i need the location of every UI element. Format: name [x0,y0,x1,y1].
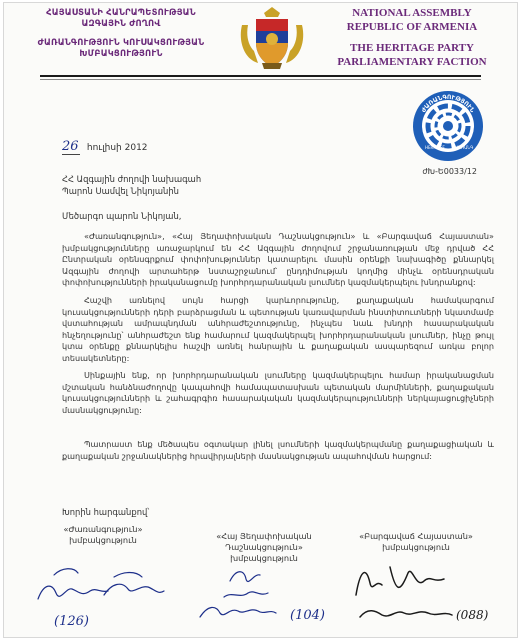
paragraph-3: Սինքային ենք, որ խորհրդարանական լսումները կազմակերպելու համար իրականացման մշտական հանձնաժողովը կապահովի համապատասխան պետական մարմինների, քաղաքական կուսակցությունների և շահագրգիռ հասարակական կազմակերպությունների ներկայացուցիչների մասնակցությունը: [62,370,494,415]
faction-arf-line-1: «Հայ Յեղափոխական [216,531,312,541]
signature-arf [200,572,276,617]
addressee-line-2: Պարոն Սամվել Նիկոյանին [62,185,179,196]
salutation: Մեծարգո պարոն Նիկոյան, [62,211,182,221]
letterhead-en-line-3: THE HERITAGE PARTY [350,42,474,54]
logo-top-text: ԺԱՌԱՆԳՈՒԹՅՈՒՆ [420,93,476,114]
letterhead-en-line-4: PARLIAMENTARY FACTION [337,56,487,68]
faction-prosperous-armenia [356,531,476,553]
addressee-line-1: ՀՀ Ազգային ժողովի նախագահ [62,174,202,184]
signature-pa-note: (088) [456,608,489,622]
faction-arf-line-3: խմբակցություն [230,553,298,563]
letterhead-line-4: ԽՄԲԱԿՑՈՒԹՅՈՒՆ [79,48,163,58]
coat-of-arms-icon [236,3,308,73]
letter-date [62,139,148,155]
paragraph-2: Հաշվի առնելով սույն հարցի կարևորությունը, քաղաքական համակարգում կուսակցությունների դերի բարձրացման և պետության կառավարման ինստիտուտների նկատմամբ վստահության ամրապնդման անհրաժեշտությունը, ինչպես նաև խնդրի հասարակական հնչեղությունը՝ անհրաժեշտ ենք համարում կազմակերպել խորհրդարանական լսումներ, ինչը թույլ կտա օրենքը քննարկելիս հաշվի առնել հանրային և քաղաքական ասպարեզում առկա բոլոր տեսակետները: [62,295,494,363]
signature-arf-note: (104) [290,608,325,623]
letterhead-armenian [26,7,216,59]
faction-pa-line-2: խմբակցություն [382,542,450,552]
letterhead-line-3: ԺԱՌԱՆԳՈՒԹՅՈՒՆ ԿՈՒՍԱԿՑՈՒԹՅԱՆ [37,37,205,47]
faction-heritage-line-1: «Ժառանգություն» [63,524,143,534]
logo-left-text: HERITAGE [425,145,445,150]
letterhead-english [327,6,497,69]
signature-prosperous-armenia [356,567,452,617]
handwritten-signatures [4,553,518,638]
letterhead-rule [40,75,481,77]
letterhead-en-line-1: NATIONAL ASSEMBLY [352,7,472,19]
logo-right-text: ԺԱՌԱՆԳ [455,145,474,150]
closing-line: Խորին հարգանքով՝ [62,507,150,517]
signature-heritage-note: (126) [54,614,89,629]
letter-page [3,2,518,638]
letterhead-en-line-2: REPUBLIC OF ARMENIA [346,21,478,33]
letterhead-rule-thin [40,79,481,80]
letterhead-line-2: ԱԶԳԱՅԻՆ ԺՈՂՈՎ [81,18,161,28]
date-month-year: հուլիսի 2012 [86,143,148,153]
faction-pa-line-1: «Բարգավաճ Հայաստան» [359,531,473,541]
faction-heritage-line-2: խմբակցություն [69,535,137,545]
faction-heritage [48,524,158,546]
letterhead-line-1: ՀԱՅԱՍՏԱՆԻ ՀԱՆՐԱՊԵՏՈՒԹՅԱՆ [46,7,196,17]
heritage-party-logo-icon [411,89,485,163]
date-day-handwritten: 26 [62,139,79,154]
faction-arf-line-2: Դաշնակցություն» [225,542,303,552]
paragraph-4: Պատրաստ ենք մեծապես օգտակար լինել լսումների կազմակերպմանը քաղաքացիական և քաղաքական շրջանակներից հրավիրյալների մասնակցության ապահովման հարցում: [62,439,494,461]
reference-number: ժԽ-Ե0033/12 [422,167,477,176]
signature-heritage [38,569,164,599]
addressee-block [62,174,201,197]
paragraph-1: «Ժառանգություն», «Հայ Յեղափոխական Դաշնակցություն» և «Բարգավաճ Հայաստան» խմբակցությունները առաջարկում են ՀՀ Ազգային ժողովում շրջանառության մեջ դրված ՀՀ Ընտրական օրենսգրքում փոփոխություններ կատարելու մասին օրենքի նախագիծը քննարկել Ազգային ժողովի արտահերթ նստաշրջանում՝ ընդդիմության կողմից մինչև օրենսդրական փոփոխությունների իրականացումը խորհրդարանական լսումներ կազմակերպելու խնդրանքով: [62,231,494,288]
